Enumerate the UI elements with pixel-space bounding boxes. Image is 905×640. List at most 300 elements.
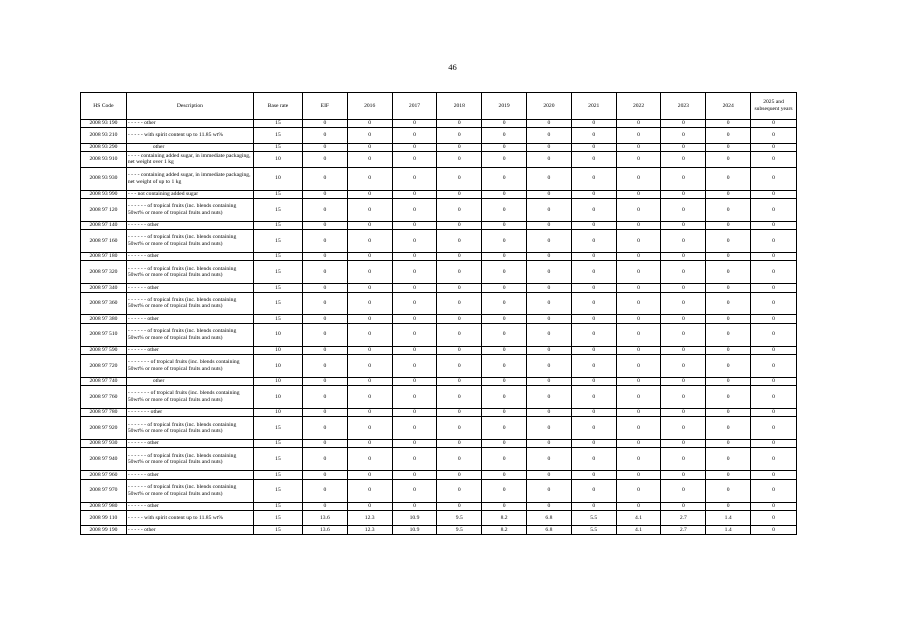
rate-cell: 0	[661, 221, 706, 229]
rate-cell: 0	[616, 417, 661, 440]
rate-cell: 0	[751, 253, 797, 261]
rate-cell: 0	[571, 221, 616, 229]
rate-cell: 0	[571, 198, 616, 221]
rate-cell: 0	[661, 167, 706, 190]
rate-cell: 0	[706, 354, 751, 377]
rate-cell: 0	[302, 128, 347, 144]
rate-cell: 0	[302, 377, 347, 385]
rate-cell: 0	[571, 128, 616, 144]
rate-cell: 0	[616, 128, 661, 144]
rate-cell: 6.8	[527, 510, 572, 526]
rate-cell: 0	[437, 346, 482, 354]
hs-code-cell: 2008 93 990	[81, 190, 127, 198]
rate-cell: 0	[751, 221, 797, 229]
table-row	[81, 479, 797, 502]
rate-cell: 0	[661, 284, 706, 292]
table-row	[81, 292, 797, 315]
rate-cell: 0	[571, 417, 616, 440]
rate-cell: 0	[527, 253, 572, 261]
rate-cell: 0	[751, 120, 797, 128]
rate-cell: 0	[661, 479, 706, 502]
base-rate-cell: 15	[253, 479, 302, 502]
hs-code-cell: 2008 97 970	[81, 479, 127, 502]
base-rate-cell: 10	[253, 354, 302, 377]
table-row	[81, 408, 797, 416]
rate-cell: 0	[302, 253, 347, 261]
rate-cell: 0	[571, 120, 616, 128]
rate-cell: 2.7	[661, 526, 706, 534]
rate-cell: 0	[571, 471, 616, 479]
rate-cell: 0	[392, 253, 437, 261]
rate-cell: 0	[482, 315, 527, 323]
rate-cell: 13.6	[302, 510, 347, 526]
rate-cell: 0	[347, 315, 392, 323]
hs-code-cell: 2008 97 590	[81, 346, 127, 354]
base-rate-cell: 15	[253, 253, 302, 261]
column-header: 2020	[527, 93, 572, 120]
table-row	[81, 440, 797, 448]
base-rate-cell: 10	[253, 152, 302, 168]
description-cell: - - - - - - of tropical fruits (inc. blends containing 50wt% or more of tropical fruits and nuts)	[126, 292, 253, 315]
rate-cell: 0	[347, 479, 392, 502]
rate-cell: 0	[661, 417, 706, 440]
rate-cell: 0	[392, 292, 437, 315]
rate-cell: 0	[302, 198, 347, 221]
table-row	[81, 417, 797, 440]
rate-cell: 0	[347, 292, 392, 315]
rate-cell: 0	[347, 230, 392, 253]
rate-cell: 0	[616, 253, 661, 261]
table-row	[81, 284, 797, 292]
rate-cell: 0	[527, 323, 572, 346]
rate-cell: 0	[392, 502, 437, 510]
base-rate-cell: 10	[253, 167, 302, 190]
rate-cell: 0	[571, 143, 616, 151]
rate-cell: 0	[751, 292, 797, 315]
table-row	[81, 315, 797, 323]
rate-cell: 0	[437, 440, 482, 448]
rate-cell: 0	[482, 221, 527, 229]
rate-cell: 0	[527, 143, 572, 151]
rate-cell: 0	[302, 440, 347, 448]
rate-cell: 0	[527, 120, 572, 128]
rate-cell: 0	[482, 323, 527, 346]
rate-cell: 0	[527, 198, 572, 221]
rate-cell: 0	[661, 253, 706, 261]
rate-cell: 0	[661, 471, 706, 479]
base-rate-cell: 15	[253, 292, 302, 315]
rate-cell: 0	[437, 230, 482, 253]
rate-cell: 0	[661, 448, 706, 471]
hs-code-cell: 2008 97 510	[81, 323, 127, 346]
rate-cell: 0	[751, 354, 797, 377]
rate-cell: 0	[347, 354, 392, 377]
rate-cell: 0	[616, 292, 661, 315]
rate-cell: 0	[437, 128, 482, 144]
rate-cell: 0	[751, 408, 797, 416]
rate-cell: 0	[616, 152, 661, 168]
rate-cell: 0	[751, 479, 797, 502]
rate-cell: 0	[616, 315, 661, 323]
rate-cell: 0	[392, 128, 437, 144]
base-rate-cell: 15	[253, 440, 302, 448]
rate-cell: 1.4	[706, 510, 751, 526]
rate-cell: 0	[751, 377, 797, 385]
rate-cell: 0	[437, 315, 482, 323]
rate-cell: 0	[616, 143, 661, 151]
rate-cell: 0	[527, 167, 572, 190]
column-header: 2021	[571, 93, 616, 120]
description-cell: other	[126, 143, 253, 151]
rate-cell: 2.7	[661, 510, 706, 526]
rate-cell: 0	[751, 143, 797, 151]
rate-cell: 0	[392, 448, 437, 471]
rate-cell: 12.3	[347, 526, 392, 534]
rate-cell: 0	[347, 253, 392, 261]
rate-cell: 0	[616, 120, 661, 128]
page-number: 46	[448, 62, 457, 72]
rate-cell: 0	[661, 354, 706, 377]
rate-cell: 0	[302, 448, 347, 471]
rate-cell: 0	[302, 408, 347, 416]
table-row	[81, 198, 797, 221]
description-cell: - - - - - - of tropical fruits (inc. blends containing 50wt% or more of tropical fruits and nuts)	[126, 323, 253, 346]
hs-code-cell: 2008 97 940	[81, 448, 127, 471]
rate-cell: 0	[571, 167, 616, 190]
rate-cell: 0	[751, 261, 797, 284]
rate-cell: 0	[302, 190, 347, 198]
rate-cell: 0	[482, 440, 527, 448]
rate-cell: 0	[706, 479, 751, 502]
rate-cell: 0	[571, 261, 616, 284]
hs-code-cell: 2008 97 760	[81, 386, 127, 409]
rate-cell: 0	[706, 230, 751, 253]
tariff-schedule-table	[80, 92, 797, 535]
rate-cell: 0	[616, 377, 661, 385]
tariff-table-body	[81, 120, 797, 535]
description-cell: - - - - - - of tropical fruits (inc. blends containing 50wt% or more of tropical fruits and nuts)	[126, 230, 253, 253]
rate-cell: 0	[706, 448, 751, 471]
hs-code-cell: 2008 97 120	[81, 198, 127, 221]
rate-cell: 0	[302, 292, 347, 315]
column-header: 2024	[706, 93, 751, 120]
rate-cell: 0	[347, 502, 392, 510]
base-rate-cell: 10	[253, 323, 302, 346]
rate-cell: 0	[527, 386, 572, 409]
table-row	[81, 230, 797, 253]
hs-code-cell: 2008 97 320	[81, 261, 127, 284]
base-rate-cell: 15	[253, 315, 302, 323]
rate-cell: 0	[527, 448, 572, 471]
rate-cell: 0	[482, 502, 527, 510]
table-row	[81, 502, 797, 510]
rate-cell: 0	[392, 417, 437, 440]
description-cell: - - - - - - other	[126, 315, 253, 323]
rate-cell: 0	[347, 386, 392, 409]
column-header: 2023	[661, 93, 706, 120]
description-cell: - - - - - - - of tropical fruits (inc. blends containing 50wt% or more of tropical fruits and nuts)	[126, 386, 253, 409]
rate-cell: 0	[661, 143, 706, 151]
rate-cell: 0	[571, 152, 616, 168]
rate-cell: 0	[527, 408, 572, 416]
rate-cell: 0	[661, 292, 706, 315]
rate-cell: 0	[392, 354, 437, 377]
rate-cell: 0	[482, 128, 527, 144]
hs-code-cell: 2008 93 210	[81, 128, 127, 144]
rate-cell: 0	[527, 292, 572, 315]
table-row	[81, 143, 797, 151]
rate-cell: 0	[437, 292, 482, 315]
rate-cell: 0	[302, 167, 347, 190]
rate-cell: 0	[527, 261, 572, 284]
rate-cell: 0	[706, 292, 751, 315]
rate-cell: 0	[527, 417, 572, 440]
rate-cell: 0	[527, 152, 572, 168]
rate-cell: 13.6	[302, 526, 347, 534]
rate-cell: 0	[571, 440, 616, 448]
rate-cell: 0	[437, 479, 482, 502]
rate-cell: 0	[571, 253, 616, 261]
rate-cell: 0	[661, 120, 706, 128]
rate-cell: 0	[482, 120, 527, 128]
rate-cell: 0	[616, 167, 661, 190]
rate-cell: 0	[751, 167, 797, 190]
rate-cell: 0	[571, 408, 616, 416]
description-cell: - - - - - other	[126, 526, 253, 534]
hs-code-cell: 2008 97 380	[81, 315, 127, 323]
rate-cell: 0	[347, 152, 392, 168]
rate-cell: 0	[347, 261, 392, 284]
hs-code-cell: 2008 97 960	[81, 471, 127, 479]
rate-cell: 0	[437, 198, 482, 221]
rate-cell: 0	[302, 354, 347, 377]
rate-cell: 0	[706, 377, 751, 385]
rate-cell: 0	[751, 190, 797, 198]
rate-cell: 0	[437, 471, 482, 479]
rate-cell: 0	[616, 354, 661, 377]
rate-cell: 0	[527, 440, 572, 448]
rate-cell: 8.2	[482, 510, 527, 526]
rate-cell: 8.2	[482, 526, 527, 534]
rate-cell: 0	[661, 346, 706, 354]
table-row	[81, 377, 797, 385]
rate-cell: 0	[527, 221, 572, 229]
rate-cell: 0	[437, 502, 482, 510]
rate-cell: 0	[437, 167, 482, 190]
rate-cell: 0	[392, 471, 437, 479]
rate-cell: 0	[706, 120, 751, 128]
table-row	[81, 167, 797, 190]
rate-cell: 0	[302, 152, 347, 168]
rate-cell: 0	[392, 190, 437, 198]
rate-cell: 0	[751, 284, 797, 292]
rate-cell: 0	[527, 190, 572, 198]
hs-code-cell: 2008 97 140	[81, 221, 127, 229]
rate-cell: 0	[347, 417, 392, 440]
rate-cell: 0	[751, 128, 797, 144]
rate-cell: 0	[661, 128, 706, 144]
table-row	[81, 190, 797, 198]
rate-cell: 0	[527, 479, 572, 502]
rate-cell: 5.5	[571, 526, 616, 534]
table-row	[81, 128, 797, 144]
rate-cell: 0	[616, 471, 661, 479]
rate-cell: 0	[392, 323, 437, 346]
description-cell: - - - - - - of tropical fruits (inc. blends containing 50wt% or more of tropical fruits and nuts)	[126, 417, 253, 440]
base-rate-cell: 15	[253, 120, 302, 128]
rate-cell: 0	[347, 143, 392, 151]
rate-cell: 0	[392, 284, 437, 292]
rate-cell: 0	[482, 143, 527, 151]
hs-code-cell: 2008 97 340	[81, 284, 127, 292]
rate-cell: 0	[571, 284, 616, 292]
rate-cell: 0	[571, 315, 616, 323]
hs-code-cell: 2008 97 980	[81, 502, 127, 510]
description-cell: - - - - - - other	[126, 221, 253, 229]
description-cell: - - - - containing added sugar, in immediate packaging, net weight over 1 kg	[126, 152, 253, 168]
rate-cell: 0	[616, 261, 661, 284]
rate-cell: 0	[302, 386, 347, 409]
description-cell: other	[126, 377, 253, 385]
rate-cell: 0	[616, 198, 661, 221]
rate-cell: 0	[437, 143, 482, 151]
rate-cell: 0	[392, 346, 437, 354]
base-rate-cell: 15	[253, 198, 302, 221]
column-header: 2019	[482, 93, 527, 120]
rate-cell: 0	[482, 377, 527, 385]
rate-cell: 0	[527, 471, 572, 479]
rate-cell: 0	[482, 448, 527, 471]
rate-cell: 0	[616, 221, 661, 229]
description-cell: - - - - - with spirit content up to 11.85 wt%	[126, 128, 253, 144]
rate-cell: 0	[482, 346, 527, 354]
rate-cell: 10.9	[392, 526, 437, 534]
base-rate-cell: 15	[253, 502, 302, 510]
rate-cell: 0	[302, 479, 347, 502]
rate-cell: 0	[347, 190, 392, 198]
base-rate-cell: 10	[253, 408, 302, 416]
base-rate-cell: 15	[253, 417, 302, 440]
rate-cell: 0	[392, 120, 437, 128]
hs-code-cell: 2008 97 180	[81, 253, 127, 261]
rate-cell: 0	[302, 346, 347, 354]
rate-cell: 0	[616, 502, 661, 510]
rate-cell: 0	[751, 448, 797, 471]
rate-cell: 0	[661, 315, 706, 323]
description-cell: - - - - - other	[126, 120, 253, 128]
rate-cell: 0	[347, 377, 392, 385]
rate-cell: 0	[347, 323, 392, 346]
rate-cell: 0	[571, 386, 616, 409]
rate-cell: 0	[706, 167, 751, 190]
rate-cell: 0	[437, 284, 482, 292]
hs-code-cell: 2008 99 110	[81, 510, 127, 526]
base-rate-cell: 15	[253, 143, 302, 151]
hs-code-cell: 2008 93 190	[81, 120, 127, 128]
rate-cell: 0	[751, 386, 797, 409]
description-cell: - - - not containing added sugar	[126, 190, 253, 198]
rate-cell: 0	[706, 284, 751, 292]
rate-cell: 9.5	[437, 510, 482, 526]
description-cell: - - - - - with spirit content up to 11.85 wt%	[126, 510, 253, 526]
rate-cell: 0	[706, 198, 751, 221]
rate-cell: 0	[347, 471, 392, 479]
rate-cell: 0	[661, 323, 706, 346]
rate-cell: 0	[302, 221, 347, 229]
table-row	[81, 261, 797, 284]
rate-cell: 0	[706, 323, 751, 346]
rate-cell: 0	[706, 152, 751, 168]
rate-cell: 0	[751, 526, 797, 534]
description-cell: - - - - containing added sugar, in immediate packaging, net weight of up to 1 kg	[126, 167, 253, 190]
column-header: EIF	[302, 93, 347, 120]
rate-cell: 0	[706, 190, 751, 198]
rate-cell: 0	[706, 253, 751, 261]
rate-cell: 0	[661, 377, 706, 385]
rate-cell: 0	[392, 440, 437, 448]
rate-cell: 0	[482, 198, 527, 221]
rate-cell: 0	[437, 417, 482, 440]
rate-cell: 0	[706, 502, 751, 510]
base-rate-cell: 15	[253, 261, 302, 284]
hs-code-cell: 2008 93 290	[81, 143, 127, 151]
rate-cell: 0	[706, 417, 751, 440]
rate-cell: 0	[482, 253, 527, 261]
rate-cell: 0	[347, 284, 392, 292]
column-header: Base rate	[253, 93, 302, 120]
rate-cell: 0	[482, 284, 527, 292]
rate-cell: 0	[347, 120, 392, 128]
rate-cell: 0	[751, 510, 797, 526]
table-row	[81, 323, 797, 346]
rate-cell: 6.8	[527, 526, 572, 534]
rate-cell: 0	[437, 152, 482, 168]
rate-cell: 0	[661, 198, 706, 221]
rate-cell: 0	[751, 230, 797, 253]
rate-cell: 0	[706, 408, 751, 416]
base-rate-cell: 15	[253, 221, 302, 229]
description-cell: - - - - - - other	[126, 502, 253, 510]
column-header: 2018	[437, 93, 482, 120]
rate-cell: 0	[302, 323, 347, 346]
hs-code-cell: 2008 97 780	[81, 408, 127, 416]
rate-cell: 0	[437, 120, 482, 128]
rate-cell: 0	[571, 354, 616, 377]
table-row	[81, 221, 797, 229]
rate-cell: 0	[616, 230, 661, 253]
rate-cell: 0	[347, 167, 392, 190]
table-row	[81, 471, 797, 479]
table-row	[81, 354, 797, 377]
rate-cell: 0	[482, 479, 527, 502]
base-rate-cell: 15	[253, 284, 302, 292]
rate-cell: 0	[437, 190, 482, 198]
description-cell: - - - - - - of tropical fruits (inc. blends containing 50wt% or more of tropical fruits and nuts)	[126, 198, 253, 221]
rate-cell: 0	[571, 292, 616, 315]
rate-cell: 0	[482, 190, 527, 198]
rate-cell: 0	[482, 386, 527, 409]
hs-code-cell: 2008 97 920	[81, 417, 127, 440]
column-header: 2025 and subsequent years	[751, 93, 797, 120]
description-cell: - - - - - - other	[126, 253, 253, 261]
column-header: HS Code	[81, 93, 127, 120]
base-rate-cell: 10	[253, 386, 302, 409]
base-rate-cell: 15	[253, 471, 302, 479]
base-rate-cell: 10	[253, 346, 302, 354]
rate-cell: 5.5	[571, 510, 616, 526]
rate-cell: 0	[347, 408, 392, 416]
table-row	[81, 526, 797, 534]
